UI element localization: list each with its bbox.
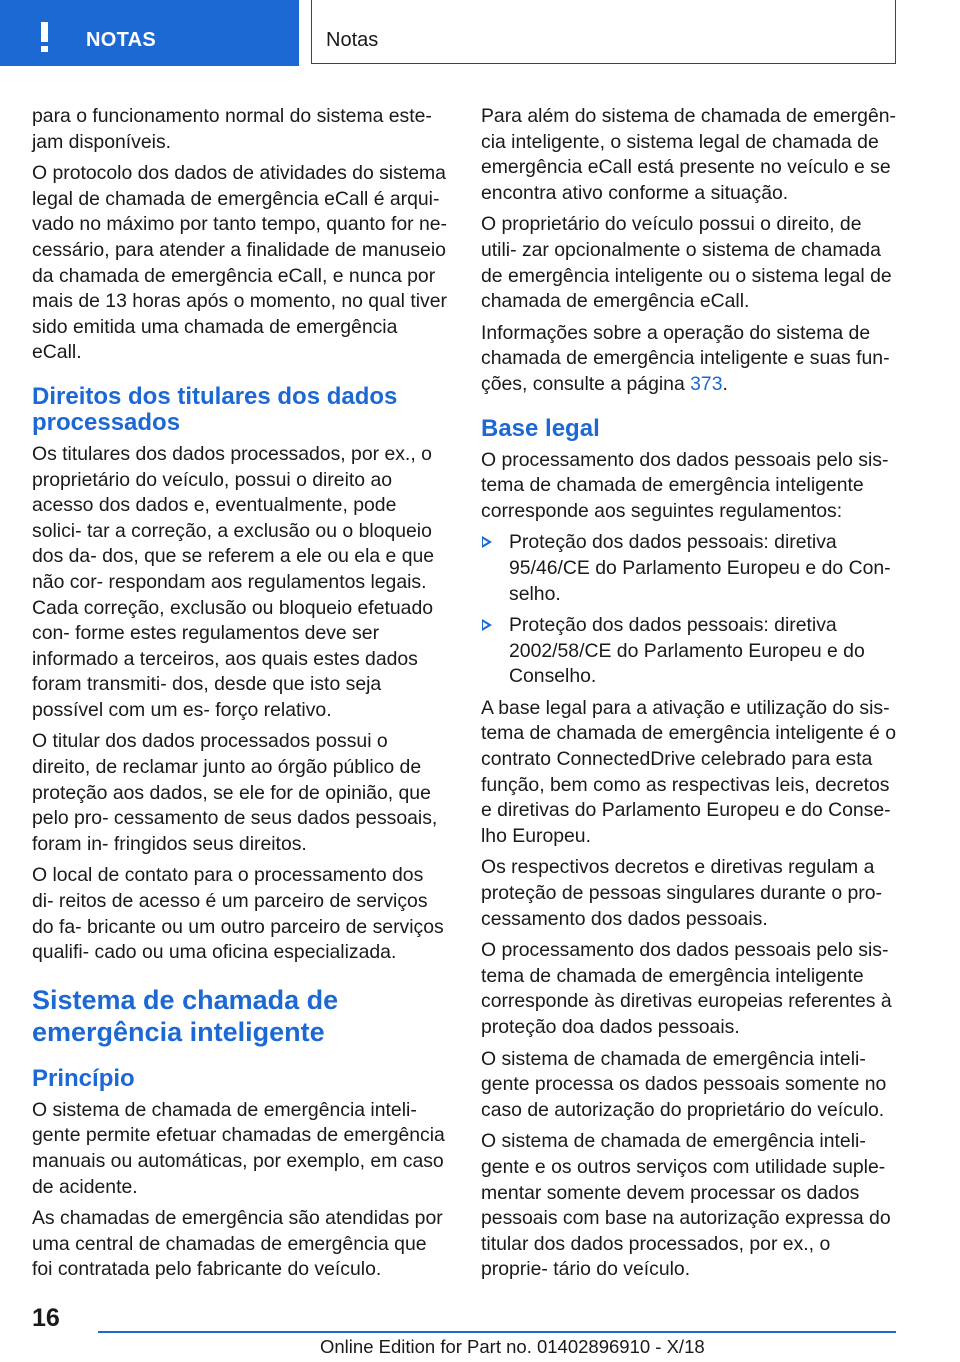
list-item	[481, 530, 899, 607]
section-heading: Direitos dos titulares dos dados processados	[32, 382, 398, 436]
paragraph: O processamento dos dados pessoais pelo sis‐ tema de chamada de emergência inteligente corresponde aos seguintes regulamentos:	[481, 448, 889, 522]
paragraph: Os respectivos decretos e diretivas regulam a proteção de pessoas singulares durante o pro‐ cessamento dos dados pessoais.	[481, 856, 882, 930]
paragraph: O sistema de chamada de emergência inteli‐ gente processa os dados pessoais somente no caso de autorização do proprietário do veículo.	[481, 1047, 887, 1121]
paragraph: O titular dos dados processados possui o direito, de reclamar junto ao órgão público de proteção aos dados, se ele for de opinião, que pelo pro‐ cessamento de seus dados pessoais, foram in‐ fringidos seus direitos.	[32, 730, 438, 855]
paragraph: Os titulares dos dados processados, por ex., o proprietário do veículo, possui o direito ao acesso dos dados e, eventualmente, pode solici‐ tar a correção, a exclusão ou o bloqueio dos da‐ dos, que se referem a ele ou ela e que não cor‐ respondam aos regulamentos legais. Cada correção, exclusão ou bloqueio efetuado con‐ forme estes regulamentos deve ser informado a terceiros, aos quais estes dados foram transmiti‐ dos, desde que isto seja possível com um es‐ forço relativo.	[32, 442, 435, 721]
paragraph	[481, 321, 899, 398]
paragraph: A base legal para a ativação e utilização do sis‐ tema de chamada de emergência inteligente é o contrato ConnectedDrive celebrado para esta função, bem como as respectivas leis, decretos e diretivas do Parlamento Europeu e do Conse‐ lho Europeu.	[481, 696, 897, 847]
edition-footer: Online Edition for Part no. 01402896910 - X/18	[320, 1336, 705, 1357]
section-heading: Base legal	[481, 414, 600, 442]
section-tab-label: NOTAS	[86, 29, 157, 51]
left-column	[32, 104, 450, 1289]
footer-divider	[98, 1331, 896, 1333]
paragraph: O processamento dos dados pessoais pelo sis‐ tema de chamada de emergência inteligente corresponde às diretivas europeias referentes à proteção doa dados pessoais.	[481, 939, 892, 1038]
list-item	[481, 613, 899, 690]
paragraph-text-end: .	[722, 372, 728, 395]
paragraph: As chamadas de emergência são atendidas por uma central de chamadas de emergência que foi contratada pelo fabricante do veículo.	[32, 1207, 443, 1281]
page-header	[0, 0, 960, 66]
section-heading: Sistema de chamada de emergência inteligente	[32, 984, 339, 1047]
paragraph: O local de contato para o processamento dos di‐ reitos de acesso é um parceiro de serviços do fa‐ bricante ou um outro parceiro de serviços qualifi‐ cado ou uma oficina especializada.	[32, 864, 444, 964]
list-item-text: Proteção dos dados pessoais: diretiva 95/46/CE do Parlamento Europeu e do Con‐ selho.	[509, 531, 891, 605]
paragraph: para o funcionamento normal do sistema este‐ jam disponíveis.	[32, 105, 432, 153]
paragraph: Para além do sistema de chamada de emergên‐ cia inteligente, o sistema legal de chamada de emergência eCall está presente no veículo e se encontra ativo conforme a situação.	[481, 105, 896, 204]
header-title-box	[311, 0, 896, 64]
exclamation-icon	[40, 22, 49, 52]
bullet-triangle-icon	[482, 536, 492, 548]
paragraph: O protocolo dos dados de atividades do sistema legal de chamada de emergência eCall é arqui‐ vado no máximo por tanto tempo, quanto for ne‐ cessário, para atender a finalidade de manuseio da chamada de emergência eCall, e nunca por mais de 13 horas após o momento, no qual tiver sido emitida uma chamada de emergência eCall.	[32, 162, 447, 364]
paragraph: O sistema de chamada de emergência inteli‐ gente e os outros serviços com utilidade suple‐ mentar somente devem processar os dados pessoais com base na autorização expressa do titular dos dados processados, por ex., o proprie‐ tário do veículo.	[481, 1130, 891, 1281]
page-number: 16	[32, 1304, 60, 1332]
page-title: Notas	[326, 29, 379, 51]
paragraph-text: Informações sobre a operação do sistema de chamada de emergência inteligente e suas fun‐ ções, consulte a página	[481, 321, 890, 395]
paragraph: O sistema de chamada de emergência inteli‐ gente permite efetuar chamadas de emergência manuais ou automáticas, por exemplo, em caso de acidente.	[32, 1098, 445, 1198]
paragraph: O proprietário do veículo possui o direito, de utili‐ zar opcionalmente o sistema de chamada de emergência inteligente ou o sistema legal de chamada de emergência eCall.	[481, 213, 892, 313]
bullet-triangle-icon	[482, 619, 492, 631]
page-reference-link[interactable]: 373	[690, 372, 723, 395]
list-item-text: Proteção dos dados pessoais: diretiva 2002/58/CE do Parlamento Europeu e do Conselho.	[509, 614, 865, 688]
right-column	[481, 104, 899, 1289]
section-heading: Princípio	[32, 1064, 135, 1092]
section-tab	[0, 0, 299, 66]
